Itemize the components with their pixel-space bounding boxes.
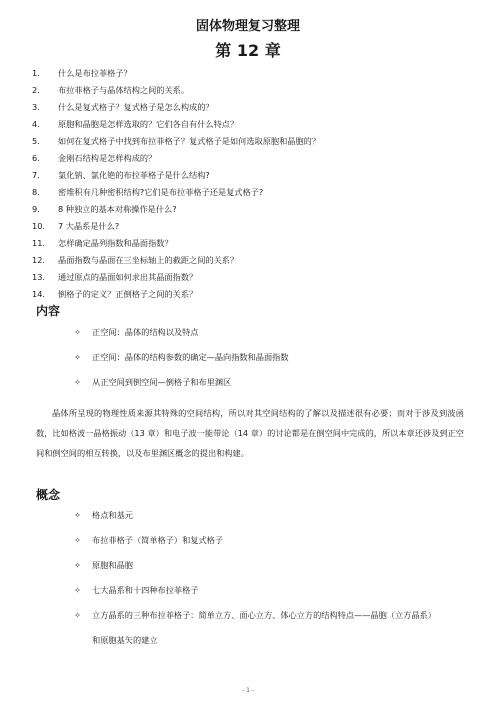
question-number: 12. [32,255,46,265]
question-number: 4. [32,119,40,129]
question-text: 如何在复式格子中找到布拉菲格子？复式格子是如何选取原胞和晶胞的？ [58,136,321,146]
question-text: 7 大晶系是什么? [58,221,120,231]
bullet-text: 正空间：晶体的结构以及特点 [92,327,199,337]
question-text: 通过原点的晶面如何求出其晶面指数？ [58,272,198,282]
question-text: 金刚石结构是怎样构成的？ [58,153,157,163]
body-paragraph: 晶体所呈现的物理性质来源其特殊的空间结构，所以对其空间结构的了解以及描述很有必要；而对于涉及到波函数，比如格波一晶格振动（13 章）和电子波一能带论（14 章）的讨论都是在倒空间中完成的，所以本章还涉及到正空间和倒空间的相互转换，以及布里渊区概念的提出和构建。 [36,408,464,458]
diamond-bullet-icon: ✧ [74,585,81,595]
bullet-item [74,553,474,578]
bullet-item [74,528,474,553]
question-item [32,252,472,269]
content-heading: 内容 [36,304,61,318]
diamond-bullet-icon: ✧ [74,510,81,520]
diamond-bullet-icon: ✧ [74,610,81,620]
question-number: 6. [32,153,40,163]
question-text: 倒格子的定义？正倒格子之间的关系？ [58,289,198,299]
question-item [32,235,472,252]
question-text: 晶面指数与晶面在三坐标轴上的截距之间的关系？ [58,255,239,265]
bullet-item [74,370,474,395]
question-number: 7. [32,170,40,180]
question-number: 2. [32,85,40,95]
concept-heading: 概念 [36,488,61,502]
bullet-item [74,503,474,528]
question-number: 8. [32,187,40,197]
question-item [32,167,472,184]
question-item [32,269,472,286]
diamond-bullet-icon: ✧ [74,560,81,570]
question-number: 1. [32,68,40,78]
question-number: 3. [32,102,40,112]
question-item [32,82,472,99]
document-title: 固体物理复习整理 [195,19,300,34]
bullet-continuation: 和原胞基矢的建立 [92,635,158,645]
question-text: 什么是布拉菲格子？ [58,68,132,78]
question-number: 13. [32,272,46,282]
question-item [32,99,472,116]
question-text: 原胞和晶胞是怎样选取的？它们各自有什么特点？ [58,119,239,129]
question-text: 怎样确定晶列指数和晶面指数？ [58,238,173,248]
bullet-text: 原胞和晶胞 [92,560,133,570]
content-bullet-list [74,320,474,395]
question-number: 14. [32,289,46,299]
bullet-item [74,320,474,345]
question-text: 密堆积有几种密积结构?它们是布拉菲格子还是复式格子? [58,187,264,197]
bullet-text: 七大晶系和十四种布拉菲格子 [92,585,199,595]
question-number: 5. [32,136,40,146]
concept-bullet-list [74,503,474,653]
question-text: 布拉菲格子与晶体结构之间的关系。 [58,85,190,95]
question-item [32,133,472,150]
diamond-bullet-icon: ✧ [74,327,81,337]
question-item [32,116,472,133]
question-number: 9. [32,204,40,214]
question-list [32,65,472,303]
bullet-text: 布拉菲格子（简单格子）和复式格子 [92,535,224,545]
question-number: 10. [32,221,46,231]
page-number: - 1 - [242,687,254,694]
bullet-text: 正空间：晶体的结构参数的确定—晶向指数和晶面指数 [92,352,289,362]
diamond-bullet-icon: ✧ [74,535,81,545]
bullet-text: 从正空间到倒空间—倒格子和布里渊区 [92,377,232,387]
question-text: 8 种独立的基本对称操作是什么? [58,204,177,214]
question-number: 11. [32,238,46,248]
question-item [32,286,472,303]
chapter-heading: 第 12 章 [215,41,281,60]
bullet-text: 立方晶系的三种布拉菲格子：简单立方、面心立方、体心立方的结构特点——晶胞（立方晶系） [92,610,436,620]
question-item [32,218,472,235]
question-item [32,150,472,167]
bullet-item [74,345,474,370]
question-item [32,184,472,201]
bullet-item [74,603,474,628]
question-item [32,201,472,218]
question-text: 氯化钠、氯化铯的布拉菲格子是什么结构? [58,170,210,180]
diamond-bullet-icon: ✧ [74,377,81,387]
bullet-text: 格点和基元 [92,510,133,520]
question-item [32,65,472,82]
bullet-item [74,578,474,603]
diamond-bullet-icon: ✧ [74,352,81,362]
question-text: 什么是复式格子？复式格子是怎么构成的？ [58,102,214,112]
